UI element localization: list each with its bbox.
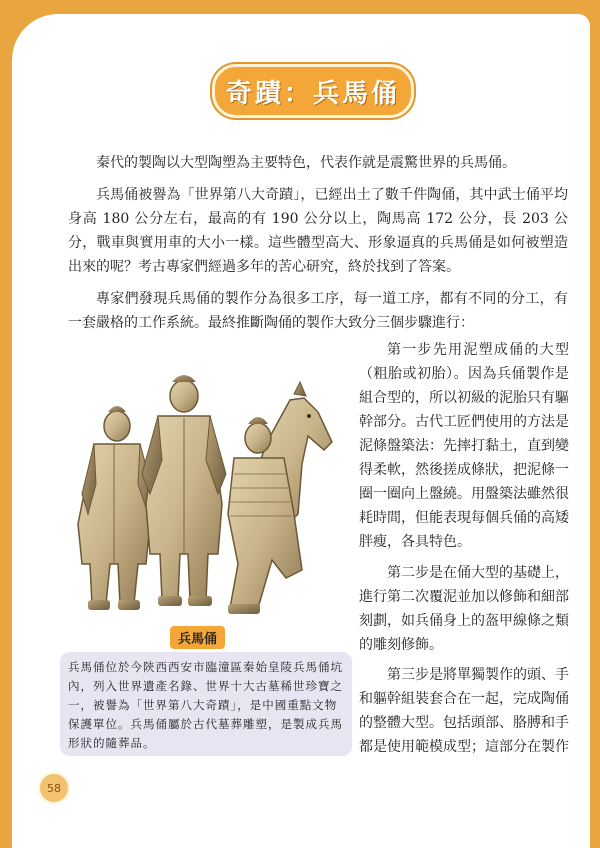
title-pill <box>212 64 414 118</box>
warrior-left-figure <box>78 406 154 610</box>
figure-caption-box <box>60 652 352 756</box>
paragraph-wonder: 兵馬俑被譽為「世界第八大奇蹟」，已經出土了數千件陶俑，其中武士俑平均身高 180 公分左右，最高的有 190 公分以上，陶馬高 172 公分，長 203 公分，戰車與實用車的大小一樣。這些體型高大、形象逼真的兵馬俑是如何被塑造出來的呢？考古專家們經過多年的苦心研究，終於找到了答案。 <box>68 187 568 275</box>
page-number-badge <box>38 772 70 804</box>
step-one-text: 第一步先用泥塑成俑的大型（粗胎或初胎）。因為兵俑製作是組合型的，所以初級的泥胎只有驅幹部分。古代工匠們使用的方法是泥條盤築法：先摔打黏土，直到變得柔軟，然後搓成條狀，把泥條一圈一圈向上盤繞。用盤築法雖然很耗時間，但能表現每個兵俑的高矮胖瘦，各具特色。 <box>359 342 569 550</box>
step-three-text: 第三步是將單獨製作的頭、手和軀幹組裝套合在一起，完成陶俑的整體大型。包括頭部、胳膊和手都是使用範模成型；這部分在製作 <box>359 667 569 755</box>
figure-label: 兵馬俑 <box>170 626 225 649</box>
page-number: 58 <box>47 781 61 795</box>
terracotta-warriors-image <box>62 364 354 626</box>
terracotta-warriors-illustration <box>62 364 354 626</box>
warrior-middle-figure <box>142 375 226 606</box>
figure-caption: 兵馬俑位於今陝西西安市臨潼區秦始皇陵兵馬俑坑內，列入世界遺產名錄、世界十大古墓稀世珍寶之一，被譽為「世界第八大奇蹟」，是中國重點文物保護單位。兵馬俑屬於古代墓葬雕塑，是製成兵馬形狀的隨葬品。 <box>68 660 343 750</box>
title-banner <box>212 64 417 124</box>
paragraph-intro: 秦代的製陶以大型陶塑為主要特色，代表作就是震驚世界的兵馬俑。 <box>96 155 516 171</box>
paragraph-process: 專家們發現兵馬俑的製作分為很多工序，每一道工序，都有不同的分工，有一套嚴格的工作系統。最終推斷陶俑的製作大致分三個步驟進行： <box>68 291 568 331</box>
page-edge-strip <box>0 0 12 848</box>
step-two-text: 第二步是在俑大型的基礎上，進行第二次覆泥並加以修飾和細部刻劃，如兵俑身上的盔甲線條之類的雕刻修飾。 <box>359 565 569 653</box>
page-title: 奇蹟：兵馬俑 <box>225 78 400 109</box>
